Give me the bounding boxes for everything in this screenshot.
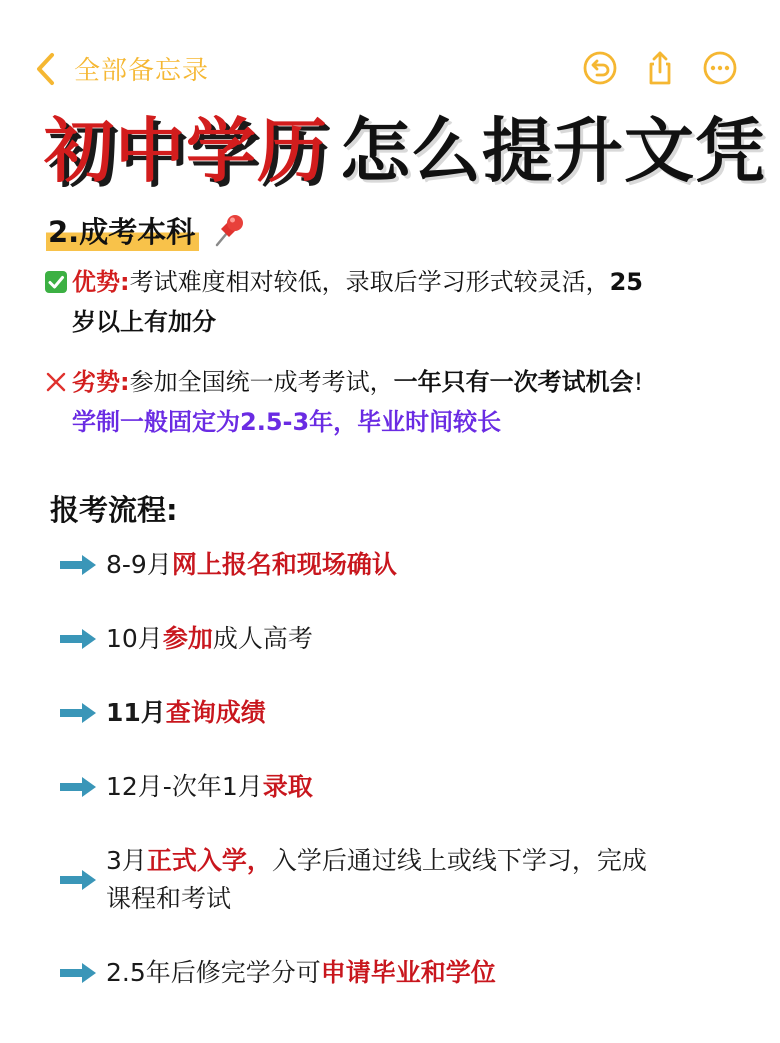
title-highlight: 初中学历 — [44, 109, 328, 192]
title-rest: 怎么提升文凭 — [340, 109, 766, 192]
page-title — [44, 104, 766, 192]
step-date: 8-9月 — [106, 550, 172, 579]
step-highlight: 录取 — [262, 772, 313, 801]
chevron-left-icon — [32, 51, 62, 87]
pros-label: 优势: — [72, 268, 130, 296]
cons-text: 参加全国统一成考考试， — [129, 368, 394, 396]
arrow-right-icon — [58, 626, 98, 652]
step-text: 入学后通过线上或线下学习，完成 — [271, 846, 647, 875]
cons-paragraph — [44, 362, 754, 442]
check-mark-icon — [44, 270, 68, 294]
cons-tail: ! — [633, 368, 644, 396]
step-text: 成人高考 — [212, 624, 313, 653]
arrow-right-icon — [58, 700, 98, 726]
pushpin-icon — [207, 211, 247, 251]
pros-age-number: 25 — [609, 268, 644, 296]
step-highlight: 申请毕业和学位 — [320, 958, 496, 987]
step-date: 12月-次年1月 — [106, 772, 263, 801]
step-date: 11月 — [106, 698, 166, 727]
step-text-line2: 课程和考试 — [106, 884, 232, 913]
flow-title: 报考流程: — [50, 493, 178, 527]
undo-button[interactable] — [580, 48, 620, 88]
flow-step — [58, 842, 758, 918]
pros-bonus-text: 岁以上有加分 — [72, 308, 216, 336]
arrow-right-icon — [58, 960, 98, 986]
step-highlight: 参加 — [162, 624, 213, 653]
cons-bold-text: 一年只有一次考试机会 — [393, 368, 634, 396]
cons-label: 劣势: — [72, 368, 130, 396]
step-date: 3月 — [106, 846, 147, 875]
notes-toolbar — [32, 44, 740, 94]
pros-paragraph — [44, 262, 754, 342]
share-icon — [642, 50, 678, 86]
undo-icon — [582, 50, 618, 86]
arrow-right-icon — [58, 867, 98, 893]
step-date: 2.5年后修完学分可 — [106, 958, 321, 987]
flow-step — [58, 954, 758, 992]
arrow-right-icon — [58, 774, 98, 800]
flow-step — [58, 620, 758, 658]
more-button[interactable] — [700, 48, 740, 88]
section-title: 2.成考本科 — [46, 210, 199, 251]
toolbar-actions — [580, 48, 740, 88]
section-heading — [46, 210, 247, 251]
flow-step — [58, 546, 758, 584]
share-button[interactable] — [640, 48, 680, 88]
back-button[interactable] — [32, 50, 209, 87]
arrow-right-icon — [58, 552, 98, 578]
step-highlight: 查询成绩 — [165, 698, 266, 727]
pros-text: 考试难度相对较低，录取后学习形式较灵活， — [129, 268, 610, 296]
cross-mark-icon — [44, 370, 68, 394]
back-label: 全部备忘录 — [74, 56, 210, 86]
flow-step — [58, 768, 758, 806]
more-icon — [702, 50, 738, 86]
cons-duration-text: 学制一般固定为2.5-3年，毕业时间较长 — [72, 408, 502, 436]
step-date: 10月 — [106, 624, 163, 653]
step-highlight: 正式入学， — [146, 846, 272, 875]
step-highlight: 网上报名和现场确认 — [171, 550, 397, 579]
flow-step — [58, 694, 758, 732]
